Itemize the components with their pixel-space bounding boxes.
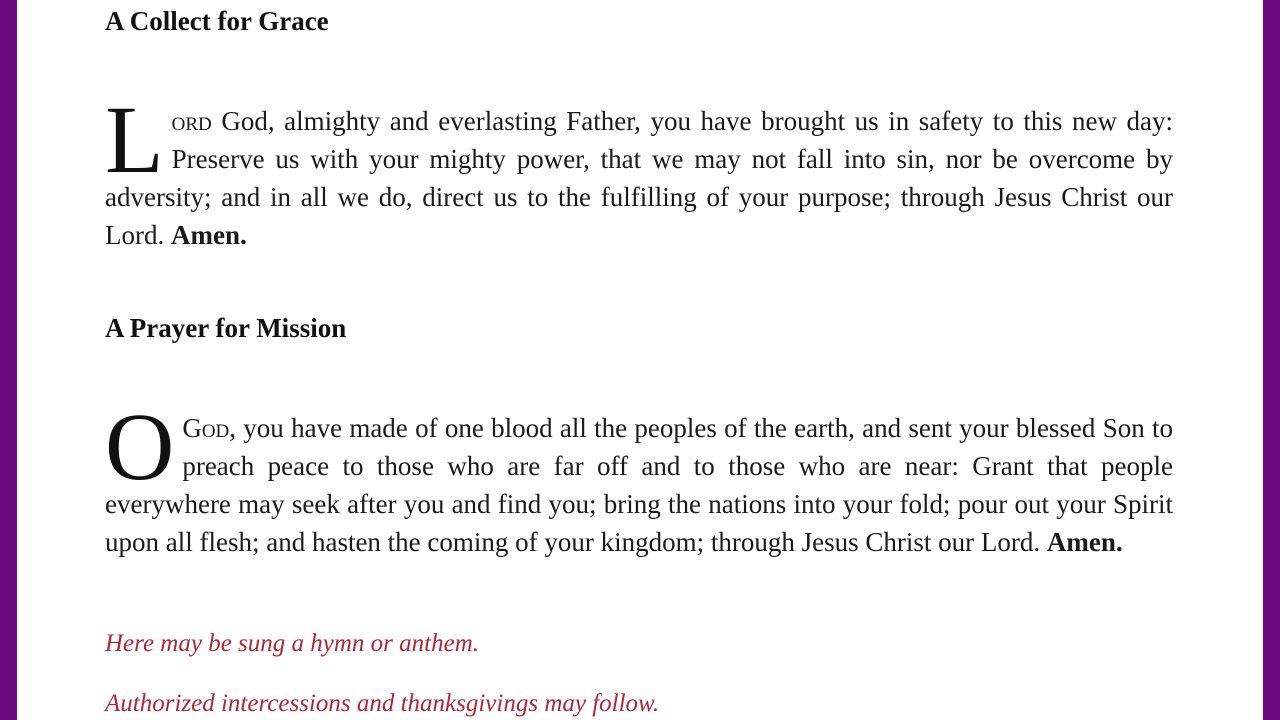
prayer-mission-text bbox=[105, 393, 1173, 561]
prayer-mission-dropcap: O bbox=[105, 393, 175, 500]
prayer-mission-amen: Amen. bbox=[1046, 527, 1123, 557]
collect-grace-smallcaps: ord bbox=[171, 106, 212, 136]
prayer-page bbox=[17, 0, 1263, 720]
prayer-mission-heading: A Prayer for Mission bbox=[105, 313, 347, 343]
collect-grace-heading: A Collect for Grace bbox=[105, 6, 329, 36]
prayer-mission-smallcaps: God bbox=[182, 413, 230, 443]
rubric-intercessions: Authorized intercessions and thanksgivings may follow. bbox=[105, 690, 660, 717]
collect-grace-body: God, almighty and everlasting Father, you have brought us in safety to this new day: Preserve us with your mighty power, that we may not fall into sin, nor be overcome by adversity; and in all we do, direct us to the fulfilling of your purpose; through Jesus Christ our Lord. bbox=[105, 106, 1173, 250]
rubric-hymn: Here may be sung a hymn or anthem. bbox=[105, 630, 479, 657]
collect-grace-amen: Amen. bbox=[170, 220, 247, 250]
prayer-mission-body: , you have made of one blood all the peoples of the earth, and sent your blessed Son to preach peace to those who are far off and to those who are near: Grant that people everywhere may seek after you and find you; bring the nations into your fold; pour out your Spirit upon all flesh; and hasten the coming of your kingdom; through Jesus Christ our Lord. bbox=[105, 413, 1173, 557]
collect-grace-text bbox=[105, 86, 1173, 254]
collect-grace-dropcap: L bbox=[105, 86, 164, 193]
